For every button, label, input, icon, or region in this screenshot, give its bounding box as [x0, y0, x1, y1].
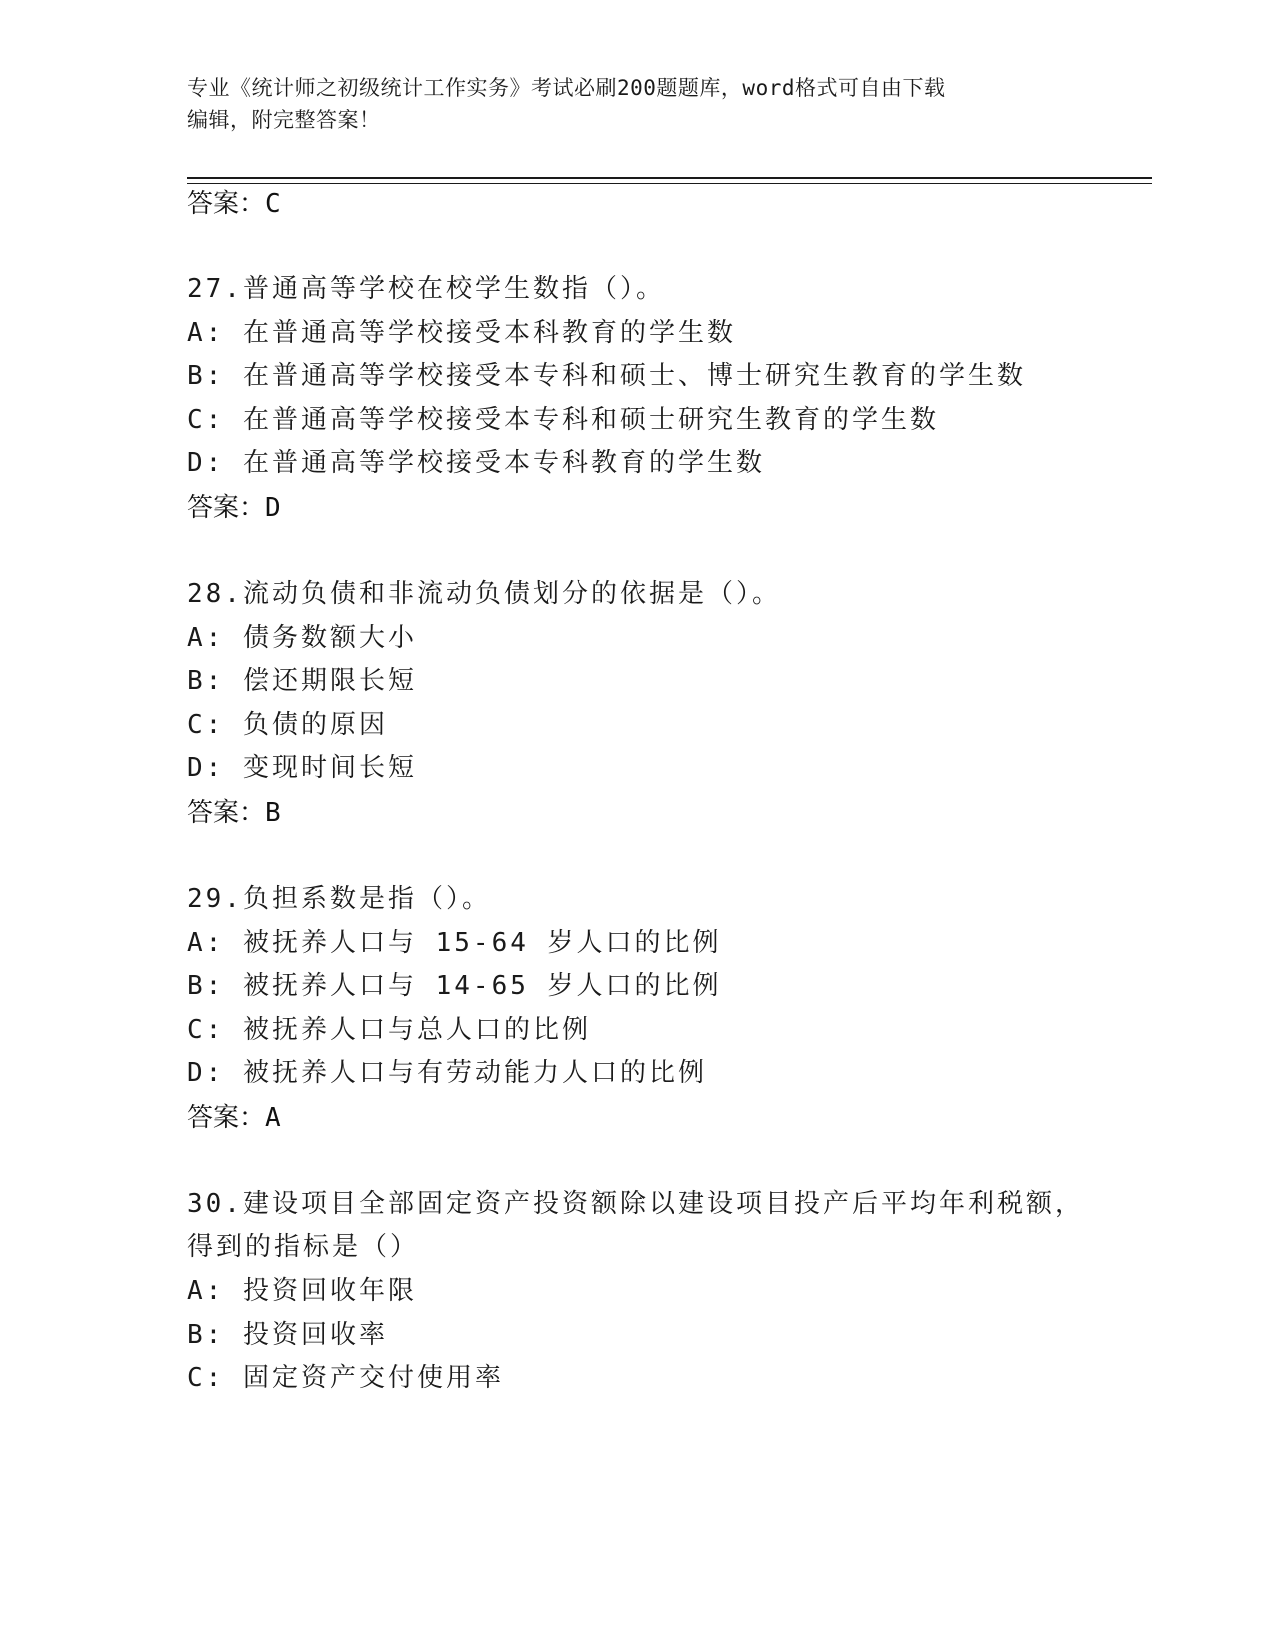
question-stem: 28.流动负债和非流动负债划分的依据是（）。: [187, 579, 781, 609]
option-a: A: 被抚养人口与 15-64 岁人口的比例: [187, 928, 722, 958]
option-d: D: 变现时间长短: [187, 753, 417, 783]
page-header: [187, 72, 1067, 136]
answer-label: 答案：: [187, 189, 266, 219]
option-d: D: 在普通高等学校接受本专科教育的学生数: [187, 448, 765, 478]
question-stem: 27.普通高等学校在校学生数指（）。: [187, 274, 665, 304]
option-c: C: 负债的原因: [187, 710, 388, 740]
header-divider-thin: [187, 183, 1152, 184]
header-line-2: 编辑，附完整答案！: [187, 108, 381, 132]
answer-value: B: [265, 798, 281, 828]
header-line-1: 专业《统计师之初级统计工作实务》考试必刷200题题库，word格式可自由下载: [187, 76, 946, 100]
option-c: C: 被抚养人口与总人口的比例: [187, 1015, 591, 1045]
option-b: B: 在普通高等学校接受本专科和硕士、博士研究生教育的学生数: [187, 361, 1026, 391]
option-c: C: 固定资产交付使用率: [187, 1363, 504, 1393]
answer-line: [187, 492, 281, 524]
option-a: A: 在普通高等学校接受本科教育的学生数: [187, 318, 736, 348]
answer-label: 答案：: [187, 798, 266, 828]
question-stem: 29.负担系数是指（）。: [187, 884, 491, 914]
answer-line: [187, 188, 281, 220]
answer-value: C: [265, 189, 281, 219]
answer-line: [187, 797, 281, 829]
answer-label: 答案：: [187, 493, 266, 523]
question-stem-continued: 得到的指标是（）: [187, 1232, 420, 1262]
answer-line: [187, 1102, 281, 1134]
answer-value: D: [265, 493, 281, 523]
option-a: A: 债务数额大小: [187, 623, 417, 653]
option-b: B: 投资回收率: [187, 1320, 388, 1350]
option-b: B: 被抚养人口与 14-65 岁人口的比例: [187, 971, 722, 1001]
header-divider: [187, 177, 1152, 179]
answer-value: A: [265, 1103, 281, 1133]
option-a: A: 投资回收年限: [187, 1276, 417, 1306]
option-c: C: 在普通高等学校接受本专科和硕士研究生教育的学生数: [187, 405, 939, 435]
answer-label: 答案：: [187, 1103, 266, 1133]
option-d: D: 被抚养人口与有劳动能力人口的比例: [187, 1058, 707, 1088]
option-b: B: 偿还期限长短: [187, 666, 417, 696]
question-stem: 30.建设项目全部固定资产投资额除以建设项目投产后平均年利税额，: [187, 1189, 1084, 1219]
